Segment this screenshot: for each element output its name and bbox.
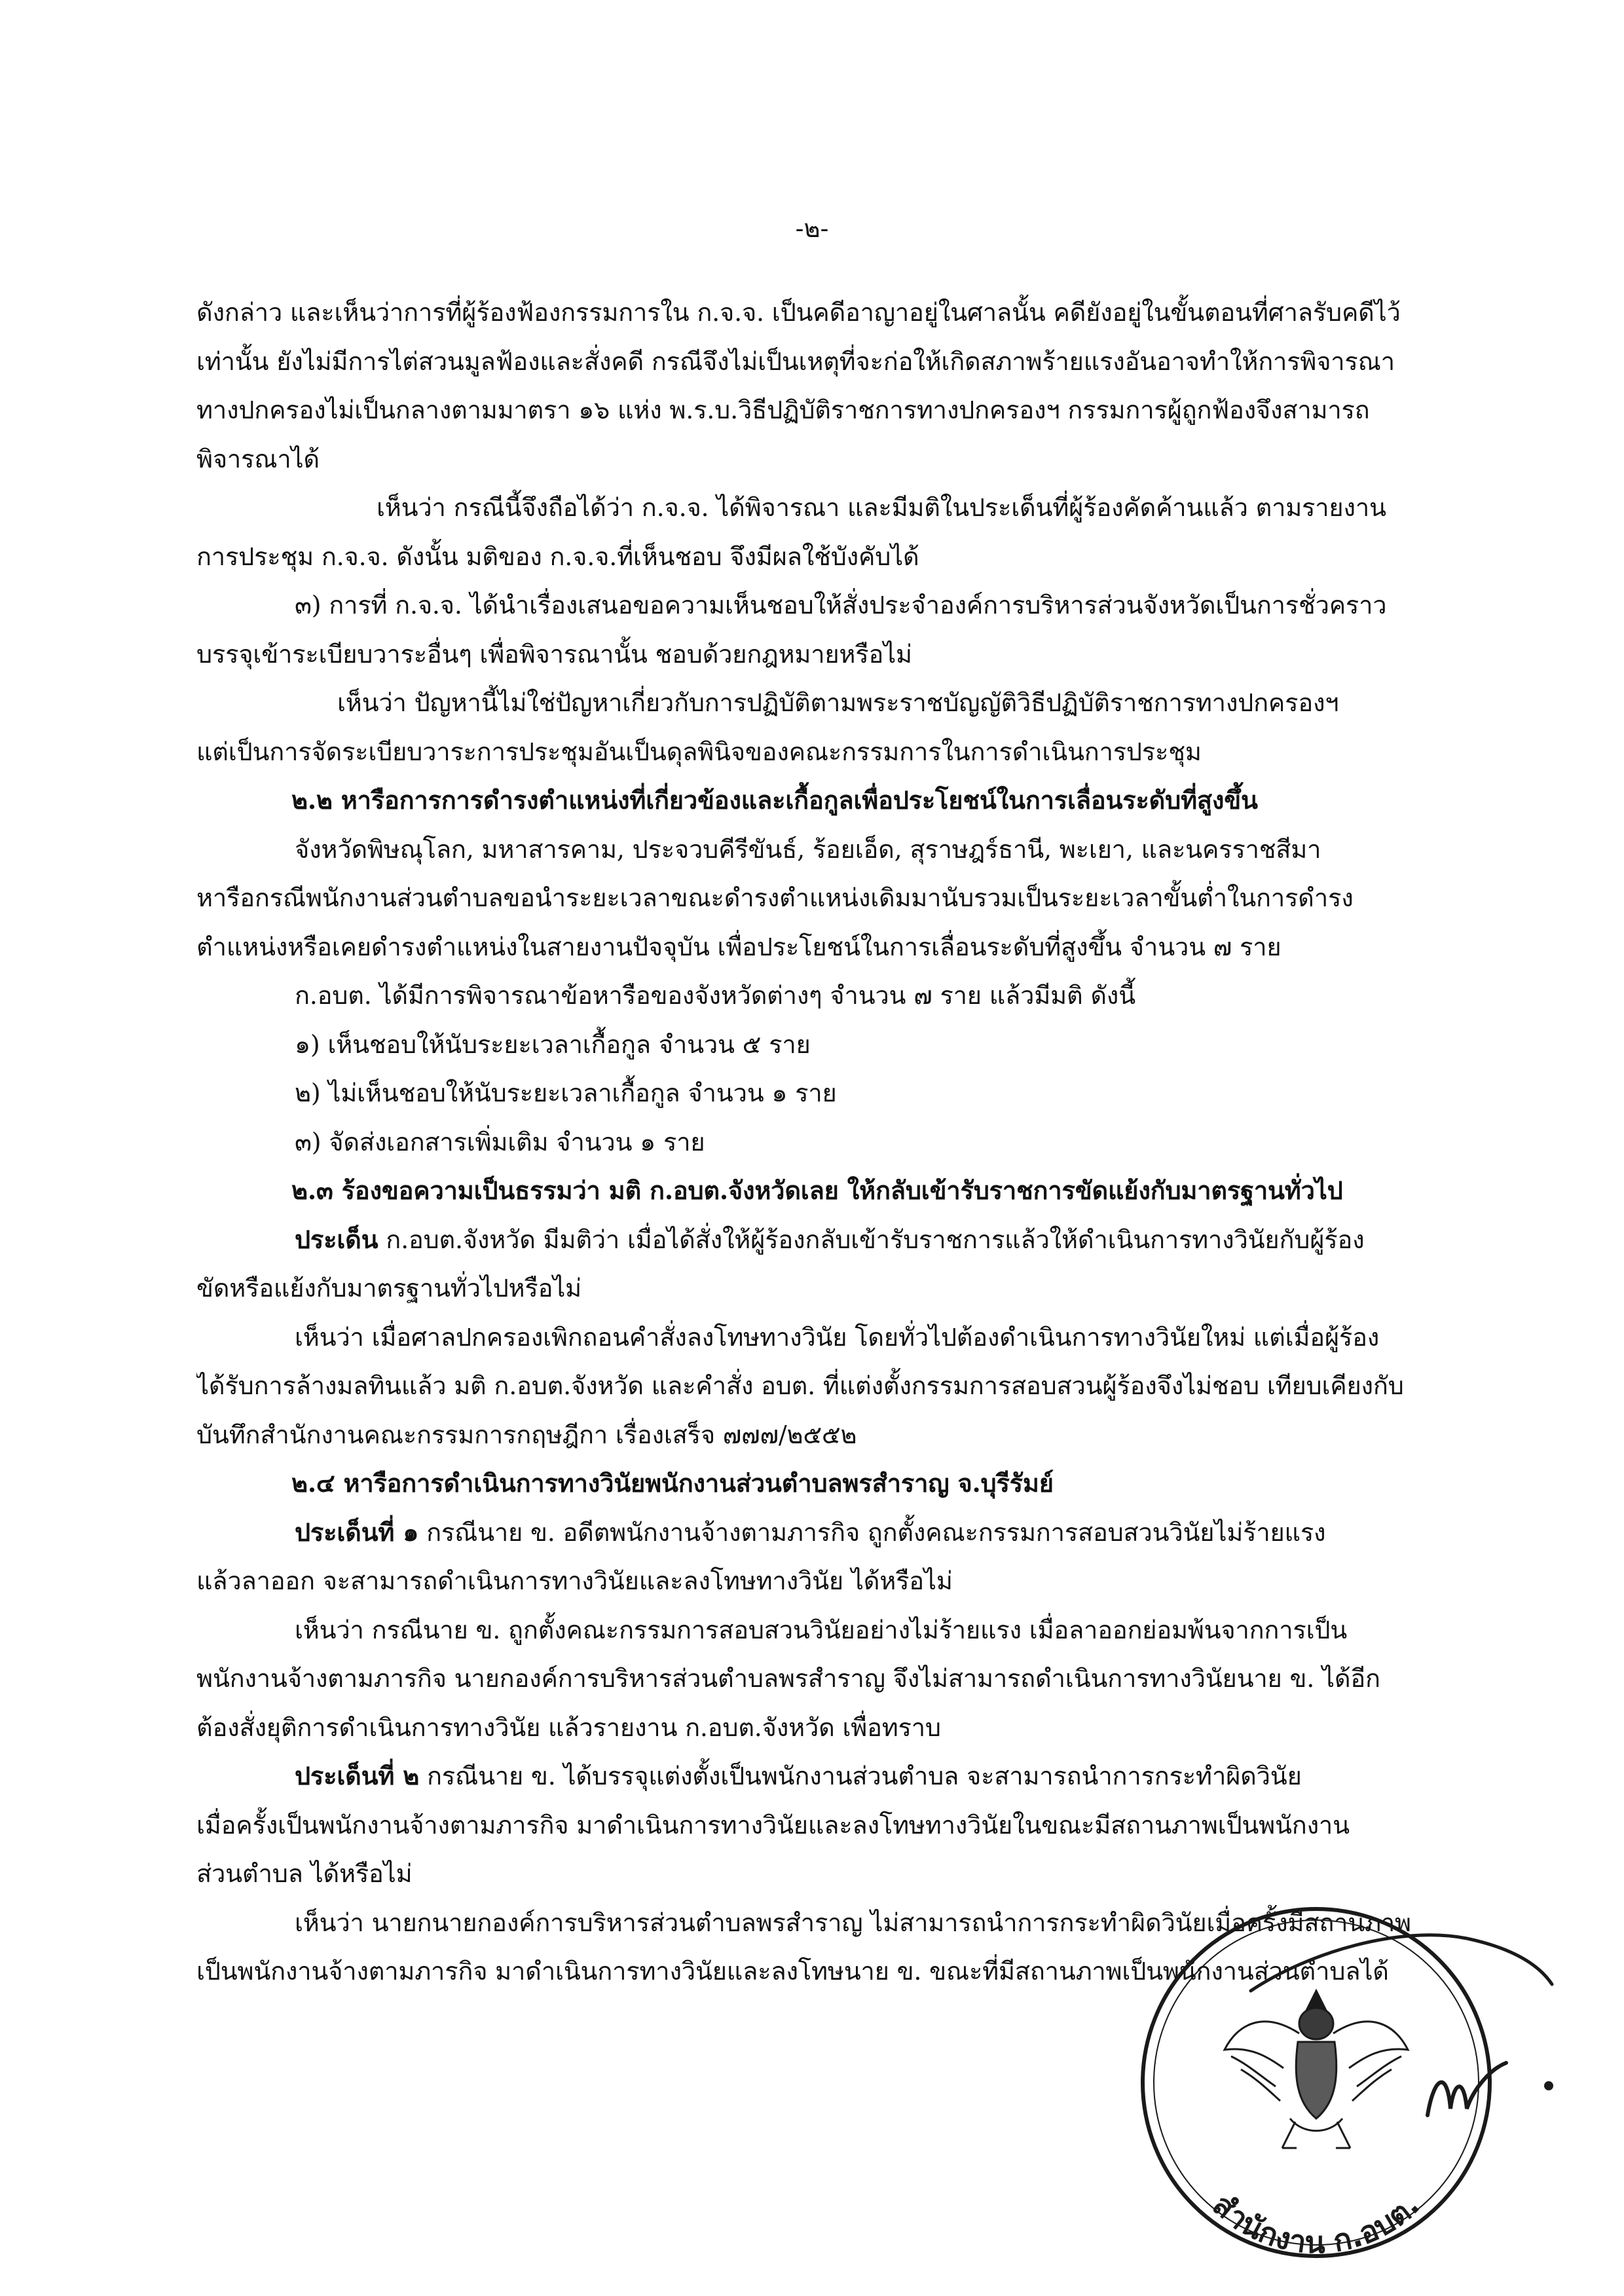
- body-line: พิจารณาได้: [196, 444, 320, 473]
- document-body: [196, 288, 1493, 1996]
- body-line: เมื่อครั้งเป็นพนักงานจ้างตามภารกิจ มาดำเนินการทางวินัยและลงโทษทางวินัยในขณะมีสถานภาพเป็นพนักงาน: [196, 1810, 1350, 1840]
- issue-label: ประเด็นที่ ๒: [295, 1761, 420, 1790]
- body-line: ต้องสั่งยุติการดำเนินการทางวินัย แล้วรายงาน ก.อบต.จังหวัด เพื่อทราบ: [196, 1713, 941, 1742]
- issue-label: ประเด็นที่ ๑: [295, 1517, 419, 1547]
- body-line: เห็นว่า ปัญหานี้ไม่ใช่ปัญหาเกี่ยวกับการปฏิบัติตามพระราชบัญญัติวิธีปฏิบัติราชการทางปกครองฯ: [337, 688, 1339, 717]
- body-line: ทางปกครองไม่เป็นกลางตามมาตรา ๑๖ แห่ง พ.ร.บ.วิธีปฏิบัติราชการทางปกครองฯ กรรมการผู้ถูกฟ้องจึงสามารถ: [196, 396, 1370, 424]
- list-item: ๓) จัดส่งเอกสารเพิ่มเติม จำนวน ๑ ราย: [295, 1127, 705, 1157]
- body-line: บรรจุเข้าระเบียบวาระอื่นๆ เพื่อพิจารณานั้น ชอบด้วยกฎหมายหรือไม่: [196, 639, 912, 669]
- body-line: ก.อบต. ได้มีการพิจารณาข้อหารือของจังหวัดต่างๆ จำนวน ๗ ราย แล้วมีมติ ดังนี้: [295, 981, 1135, 1010]
- body-line: แล้วลาออก จะสามารถดำเนินการทางวินัยและลงโทษทางวินัย ได้หรือไม่: [196, 1566, 953, 1595]
- body-line: [196, 1508, 1493, 1557]
- issue-text: กรณีนาย ข. อดีตพนักงานจ้างตามภารกิจ ถูกตั้งคณะกรรมการสอบสวนวินัยไม่ร้ายแรง: [418, 1517, 1326, 1547]
- issue-label: ประเด็น: [295, 1224, 378, 1254]
- body-line: ดังกล่าว และเห็นว่าการที่ผู้ร้องฟ้องกรรมการใน ก.จ.จ. เป็นคดีอาญาอยู่ในศาลนั้น คดียังอยู่ในขั้นตอนที่ศาลรับคดีไว้: [196, 298, 1401, 327]
- body-line: การประชุม ก.จ.จ. ดังนั้น มติของ ก.จ.จ.ที่เห็นชอบ จึงมีผลใช้บังคับได้: [196, 542, 919, 571]
- section-heading: ๒.๔ หารือการดำเนินการทางวินัยพนักงานส่วนตำบลพรสำราญ จ.บุรีรัมย์: [291, 1468, 1054, 1498]
- body-line: พนักงานจ้างตามภารกิจ นายกองค์การบริหารส่วนตำบลพรสำราญ จึงไม่สามารถดำเนินการทางวินัยนาย ข. ได้อีก: [196, 1664, 1380, 1693]
- body-line: ตำแหน่งหรือเคยดำรงตำแหน่งในสายงานปัจจุบัน เพื่อประโยชน์ในการเลื่อนระดับที่สูงขึ้น จำนวน ๗ ราย: [196, 932, 1282, 961]
- list-item: ๑) เห็นชอบให้นับระยะเวลาเกื้อกูล จำนวน ๕ ราย: [295, 1029, 811, 1059]
- handwritten-signature: [1231, 1912, 1572, 2174]
- issue-text: กรณีนาย ข. ได้บรรจุแต่งตั้งเป็นพนักงานส่วนตำบล จะสามารถนำการกระทำผิดวินัย: [419, 1762, 1302, 1790]
- list-item: ๒) ไม่เห็นชอบให้นับระยะเวลาเกื้อกูล จำนวน ๑ ราย: [295, 1079, 837, 1107]
- body-line: หารือกรณีพนักงานส่วนตำบลขอนำระยะเวลาขณะดำรงตำแหน่งเดิมมานับรวมเป็นระยะเวลาขั้นต่ำในการดำรง: [196, 883, 1354, 912]
- body-line: บันทึกสำนักงานคณะกรรมการกฤษฎีกา เรื่องเสร็จ ๗๗๗/๒๕๕๒: [196, 1420, 857, 1449]
- stamp-text: สำนักงาน ก.อบต.: [1206, 2187, 1426, 2261]
- body-line: ได้รับการล้างมลทินแล้ว มติ ก.อบต.จังหวัด และคำสั่ง อบต. ที่แต่งตั้งกรรมการสอบสวนผู้ร้องจึงไม่ชอบ เทียบเคียงกับ: [196, 1371, 1404, 1400]
- body-line: เห็นว่า นายกนายกองค์การบริหารส่วนตำบลพรสำราญ ไม่สามารถนำการกระทำผิดวินัยเมื่อครั้งมีสถานภาพ: [295, 1908, 1411, 1937]
- section-heading: ๒.๒ หารือการการดำรงตำแหน่งที่เกี่ยวข้องและเกื้อกูลเพื่อประโยชน์ในการเลื่อนระดับที่สูงขึ้น: [291, 785, 1258, 815]
- body-line: แต่เป็นการจัดระเบียบวาระการประชุมอันเป็นดุลพินิจของคณะกรรมการในการดำเนินการประชุม: [196, 737, 1202, 766]
- body-line: [196, 1215, 1493, 1265]
- page-number: -๒-: [795, 214, 829, 243]
- body-line: เท่านั้น ยังไม่มีการไต่สวนมูลฟ้องและสั่งคดี กรณีจึงไม่เป็นเหตุที่จะก่อให้เกิดสภาพร้ายแรงอันอาจทำให้การพิจารณา: [196, 346, 1395, 376]
- body-line: จังหวัดพิษณุโลก, มหาสารคาม, ประจวบคีรีขันธ์, ร้อยเอ็ด, สุราษฎร์ธานี, พะเยา, และนครราชสีมา: [295, 834, 1321, 864]
- body-line: เห็นว่า กรณีนาย ข. ถูกตั้งคณะกรรมการสอบสวนวินัยอย่างไม่ร้ายแรง เมื่อลาออกย่อมพ้นจากการเป็น: [295, 1615, 1348, 1644]
- body-line: ส่วนตำบล ได้หรือไม่: [196, 1859, 413, 1888]
- body-line: ขัดหรือแย้งกับมาตรฐานทั่วไปหรือไม่: [196, 1274, 581, 1303]
- body-line: [196, 1752, 1493, 1801]
- body-line: เป็นพนักงานจ้างตามภารกิจ มาดำเนินการทางวินัยและลงโทษนาย ข. ขณะที่มีสถานภาพเป็นพนักงานส่วนตำบลได้: [196, 1957, 1389, 1986]
- body-line: เห็นว่า กรณีนี้จึงถือได้ว่า ก.จ.จ. ได้พิจารณา และมีมติในประเด็นที่ผู้ร้องคัดค้านแล้ว ตามรายงาน: [377, 493, 1386, 522]
- issue-text: ก.อบต.จังหวัด มีมติว่า เมื่อได้สั่งให้ผู้ร้องกลับเข้ารับราชการแล้วให้ดำเนินการทางวินัยกับผู้ร้อง: [378, 1225, 1365, 1254]
- body-line: เห็นว่า เมื่อศาลปกครองเพิกถอนคำสั่งลงโทษทางวินัย โดยทั่วไปต้องดำเนินการทางวินัยใหม่ แต่เมื่อผู้ร้อง: [295, 1322, 1380, 1352]
- section-heading: ๒.๓ ร้องขอความเป็นธรรมว่า มติ ก.อบต.จังหวัดเลย ให้กลับเข้ารับราชการขัดแย้งกับมาตรฐานทั่วไป: [291, 1176, 1343, 1205]
- body-line: ๓) การที่ ก.จ.จ. ได้นำเรื่องเสนอขอความเห็นชอบให้สั่งประจำองค์การบริหารส่วนจังหวัดเป็นการชั่วคราว: [295, 591, 1387, 620]
